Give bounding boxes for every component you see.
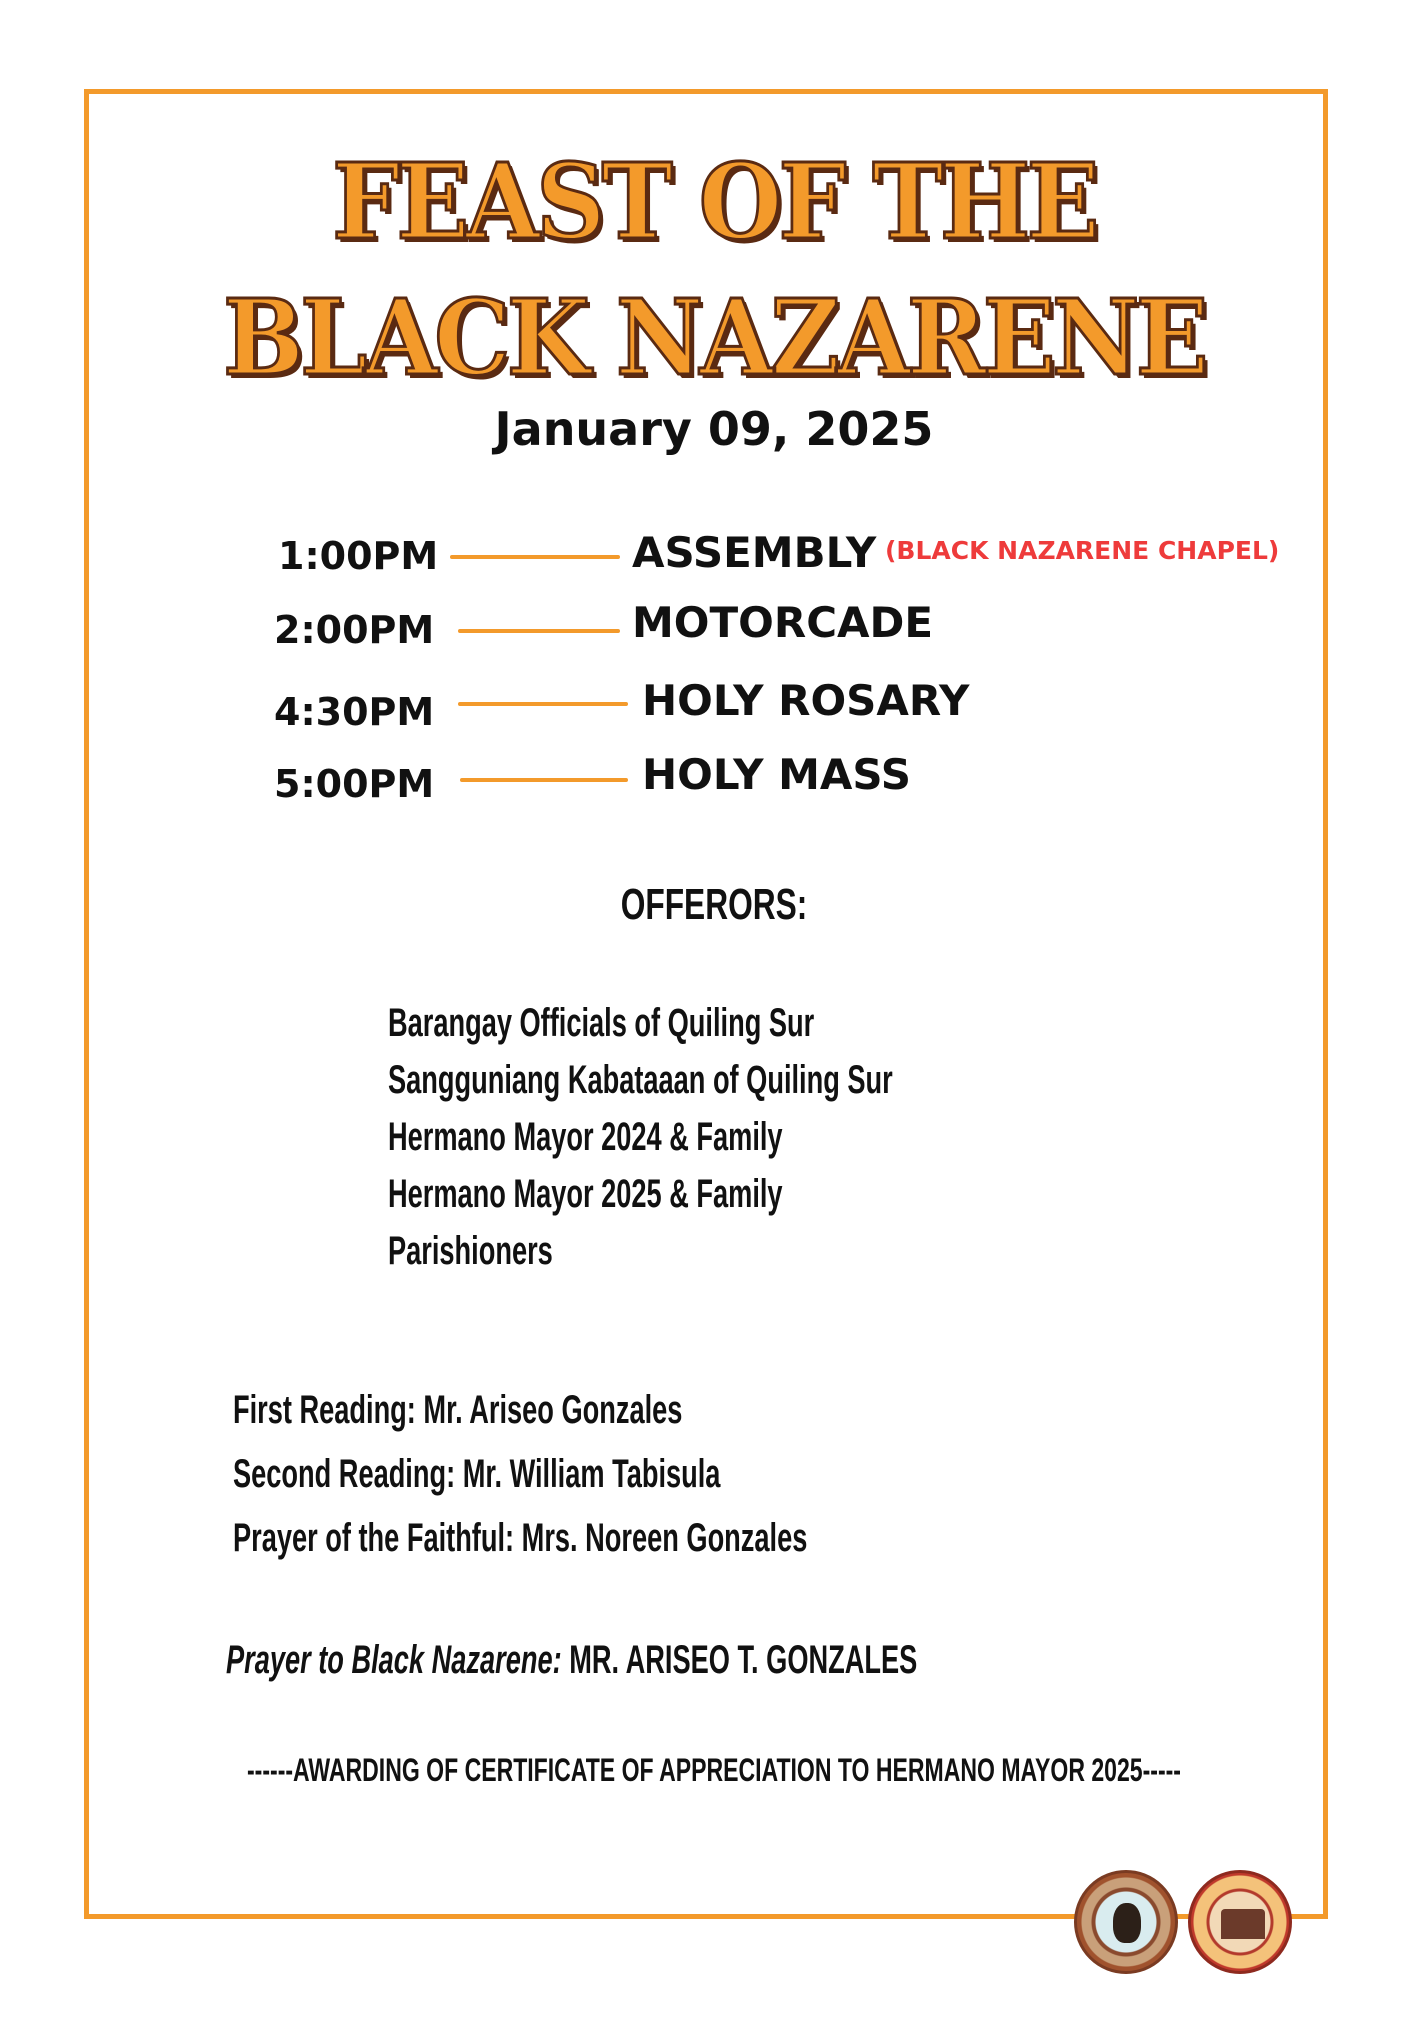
black-nazarene-seal-icon <box>1074 1870 1178 1974</box>
schedule-connector <box>460 778 628 782</box>
schedule-time: 4:30PM <box>274 690 435 734</box>
schedule-event: HOLY MASS <box>642 750 912 799</box>
prayer-leader: MR. ARISEO T. GONZALES <box>569 1638 918 1682</box>
title-line-1: FEAST OF THE <box>332 140 1096 263</box>
schedule-row <box>0 676 1428 744</box>
offeror-item: Hermano Mayor 2025 & Family <box>388 1172 783 1216</box>
schedule-row <box>0 750 1428 816</box>
offeror-item: Sangguniang Kabataaan of Quiling Sur <box>388 1058 893 1102</box>
readings <box>233 1378 1078 1570</box>
schedule-event: HOLY ROSARY <box>642 676 970 725</box>
event-date: January 09, 2025 <box>494 402 934 456</box>
offerors-heading: OFFERORS: <box>620 880 808 929</box>
second-reading: Second Reading: Mr. William Tabisula <box>233 1452 721 1496</box>
offerors-list <box>388 995 1130 1280</box>
title-line-2: BLACK NAZARENE <box>222 276 1206 399</box>
prayer-label: Prayer to Black Nazarene: <box>226 1638 562 1682</box>
offeror-item: Parishioners <box>388 1229 553 1273</box>
schedule-connector <box>458 702 628 706</box>
schedule-event: ASSEMBLY <box>632 528 877 577</box>
schedule-connector <box>458 629 620 633</box>
schedule-time: 2:00PM <box>274 608 435 652</box>
parish-seal-icon <box>1188 1870 1292 1974</box>
schedule-event: MOTORCADE <box>632 598 934 647</box>
schedule-time: 1:00PM <box>278 534 439 578</box>
first-reading: First Reading: Mr. Ariseo Gonzales <box>233 1388 683 1432</box>
schedule-location-note: (BLACK NAZARENE CHAPEL) <box>885 536 1280 565</box>
schedule-time: 5:00PM <box>274 762 435 806</box>
prayer-of-the-faithful: Prayer of the Faithful: Mrs. Noreen Gonzales <box>233 1516 808 1560</box>
prayer-to-black-nazarene <box>226 1630 917 1690</box>
offeror-item: Barangay Officials of Quiling Sur <box>388 1001 815 1045</box>
offeror-item: Hermano Mayor 2024 & Family <box>388 1115 783 1159</box>
schedule-connector <box>450 555 620 559</box>
schedule-row <box>0 528 1428 588</box>
awarding-note: ------AWARDING OF CERTIFICATE OF APPRECIATION TO HERMANO MAYOR 2025----- <box>247 1752 1181 1788</box>
schedule-row <box>0 598 1428 662</box>
